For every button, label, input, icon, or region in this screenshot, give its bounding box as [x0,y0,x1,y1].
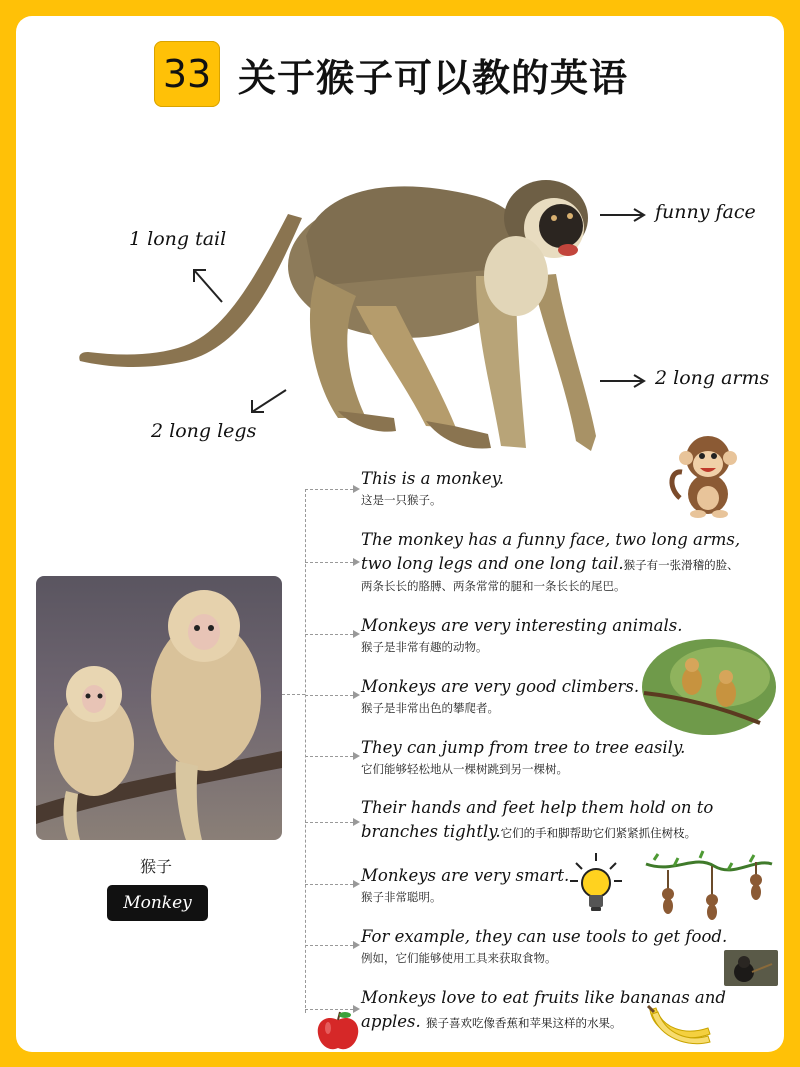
sentence-6 [361,796,713,845]
photo-caption-cn: 猴子 [140,857,173,876]
sentence-5 [361,736,685,778]
hanging-monkeys-vines-icon [644,844,774,924]
sentence-cn: 它们能够轻松地从一棵树跳到另一棵树。 [361,762,568,776]
arrow-to-arms [598,373,648,389]
sentence-cn-inline: 猴子喜欢吃像香蕉和苹果这样的水果。 [425,1016,622,1030]
monkey-name-badge: Monkey [107,885,208,921]
sentence-2 [361,528,740,595]
arrow-to-tail [188,264,228,306]
arrow-to-face [598,207,648,223]
label-long-legs: 2 long legs [151,420,257,442]
sentence-cn: 猴子是非常有趣的动物。 [361,640,488,654]
banana-icon [644,1004,714,1048]
connector-branch [305,884,358,885]
page-title: 关于猴子可以教的英语 [238,56,629,100]
sentence-8 [361,925,727,967]
sentence-3 [361,614,683,656]
sentence-cn: 猴子是非常出色的攀爬者。 [361,701,499,715]
sentence-1 [361,467,504,509]
label-long-tail: 1 long tail [129,228,227,250]
arrow-to-legs [246,386,290,416]
apple-icon [316,1010,360,1052]
sentence-cn-inline: 猴子有一张滑稽的脸、 [623,558,739,572]
sentence-en-line1: Monkeys love to eat fruits like bananas and [361,988,726,1007]
sentence-en: Monkeys are very smart. [361,866,570,885]
lightbulb-idea-icon [568,851,624,915]
sentence-en-line2: apples. [361,1012,421,1031]
connector-branch [305,822,358,823]
snub-nosed-monkey-photo [36,576,282,840]
sentence-en-line2: branches tightly. [361,822,501,841]
monkeys-on-branch-image [36,576,282,840]
cartoon-monkey-icon [668,428,740,520]
sentence-en-line1: Their hands and feet help them hold on to [361,798,714,817]
sentence-en: This is a monkey. [361,469,505,488]
sentence-cn: 两条长长的胳膊、两条常常的腿和一条长长的尾巴。 [361,579,626,593]
monkey-using-tool-photo [724,950,778,986]
connector-vertical [305,489,306,1013]
connector-branch [305,756,358,757]
monkeys-on-tree-oval-icon [640,637,778,737]
sentence-cn-inline: 它们的手和脚帮助它们紧紧抓住树枝。 [500,826,697,840]
connector-from-photo [282,694,305,695]
connector-branch [305,695,358,696]
connector-branch [305,945,358,946]
sentence-4 [361,675,639,717]
sentence-en: They can jump from tree to tree easily. [361,738,686,757]
sentence-cn: 例如，它们能够使用工具来获取食物。 [361,951,557,965]
sentence-en: For example, they can use tools to get food. [361,927,728,946]
sentence-cn: 猴子非常聪明。 [361,890,442,904]
sentence-7 [361,864,569,906]
sentence-cn: 这是一只猴子。 [361,493,442,507]
content-card [16,16,784,1052]
sentence-en-line2: two long legs and one long tail. [361,554,624,573]
sentence-en: Monkeys are very interesting animals. [361,616,683,635]
sentence-en: Monkeys are very good climbers. [361,677,640,696]
connector-branch [305,489,358,490]
sentence-en-line1: The monkey has a funny face, two long arms, [361,530,741,549]
label-funny-face: funny face [655,201,756,223]
connector-branch [305,634,358,635]
label-long-arms: 2 long arms [655,367,770,389]
number-badge: 33 [154,41,220,107]
connector-branch [305,562,358,563]
